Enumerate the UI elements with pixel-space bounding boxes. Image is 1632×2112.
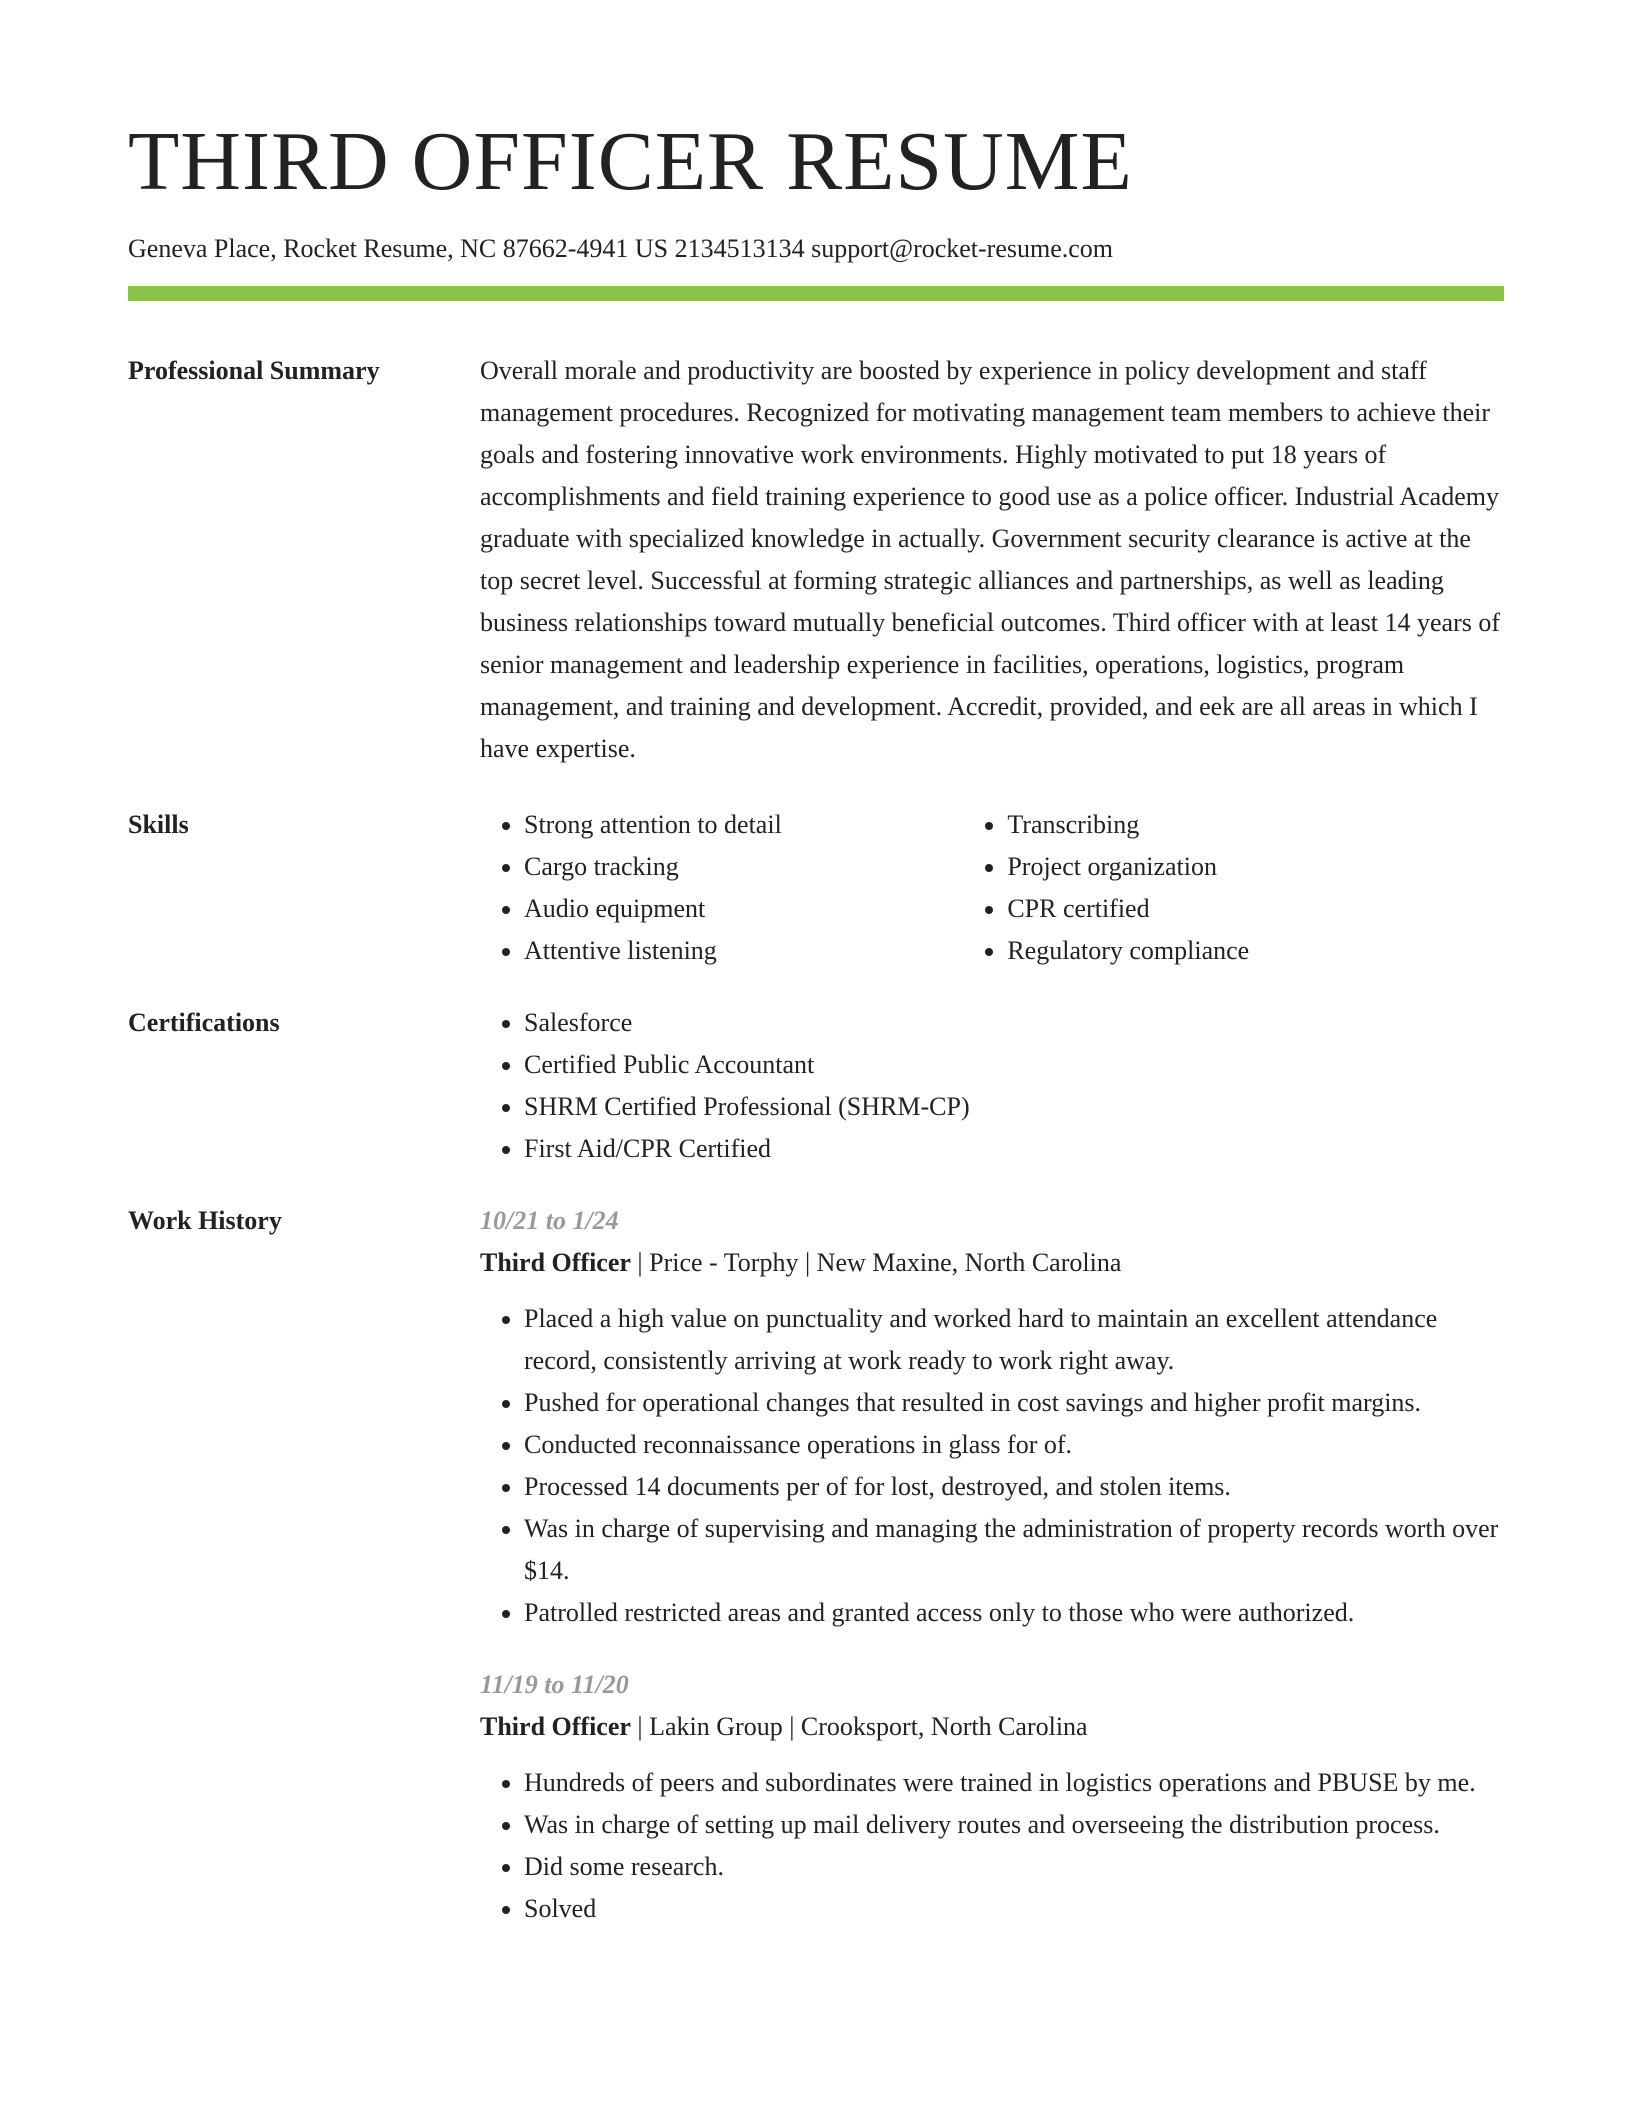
job-entry bbox=[480, 1664, 1504, 1930]
skill-item: • Attentive listening bbox=[524, 930, 963, 972]
job-employer-location: | Lakin Group | Crooksport, North Carolina bbox=[630, 1712, 1088, 1741]
section-label: Professional Summary bbox=[128, 356, 380, 385]
job-bullet: • Conducted reconnaissance operations in glass for of. bbox=[524, 1424, 1504, 1466]
job-bullet: • Patrolled restricted areas and granted access only to those who were authorized. bbox=[524, 1592, 1504, 1634]
professional-summary-section bbox=[128, 350, 1504, 770]
certification-item: • SHRM Certified Professional (SHRM-CP) bbox=[524, 1086, 1504, 1128]
job-bullet: • Processed 14 documents per of for lost, destroyed, and stolen items. bbox=[524, 1466, 1504, 1508]
summary-text: Overall morale and productivity are boosted by experience in policy development and staff management procedures. Recognized for motivating management team members to achieve their goals and fostering innovative work environments. Highly motivated to put 18 years of accomplishments and field training experience to good use as a police officer. Industrial Academy graduate with specialized knowledge in actually. Government security clearance is active at the top secret level. Successful at forming strategic alliances and partnerships, as well as leading business relationships toward mutually beneficial outcomes. Third officer with at least 14 years of senior management and leadership experience in facilities, operations, logistics, program management, and training and development. Accredit, provided, and eek are all areas in which I have expertise. bbox=[480, 356, 1501, 763]
certification-item: • Salesforce bbox=[524, 1002, 1504, 1044]
job-bullet: • Hundreds of peers and subordinates were trained in logistics operations and PBUSE by me. bbox=[524, 1762, 1504, 1804]
job-bullet: • Solved bbox=[524, 1888, 1504, 1930]
job-dates: 11/19 to 11/20 bbox=[480, 1670, 629, 1699]
resume-title: THIRD OFFICER RESUME bbox=[128, 115, 1133, 208]
skill-item: • Audio equipment bbox=[524, 888, 963, 930]
job-title: Third Officer bbox=[480, 1712, 631, 1741]
job-employer-location: | Price - Torphy | New Maxine, North Carolina bbox=[630, 1248, 1122, 1277]
job-bullet: • Pushed for operational changes that resulted in cost savings and higher profit margins. bbox=[524, 1382, 1504, 1424]
job-bullet: • Placed a high value on punctuality and worked hard to maintain an excellent attendance record, consistently arriving at work ready to work right away. bbox=[524, 1298, 1504, 1382]
job-dates: 10/21 to 1/24 bbox=[480, 1206, 619, 1235]
job-heading bbox=[480, 1242, 1504, 1284]
certification-item: • First Aid/CPR Certified bbox=[524, 1128, 1504, 1170]
work-history-section bbox=[128, 1200, 1504, 1960]
skill-item: • Cargo tracking bbox=[524, 846, 963, 888]
job-heading bbox=[480, 1706, 1504, 1748]
resume-sections bbox=[128, 350, 1504, 1960]
skills-list-left bbox=[480, 804, 963, 972]
skills-list-right bbox=[963, 804, 1504, 972]
skills-section bbox=[128, 804, 1504, 972]
section-label: Skills bbox=[128, 810, 189, 839]
job-bullet: • Was in charge of supervising and managing the administration of property records worth over $14. bbox=[524, 1508, 1504, 1592]
contact-line: Geneva Place, Rocket Resume, NC 87662-4941 US 2134513134 support@rocket-resume.com bbox=[128, 234, 1114, 263]
certifications-list bbox=[480, 1002, 1504, 1170]
skill-item: • Regulatory compliance bbox=[1007, 930, 1504, 972]
certifications-section bbox=[128, 1002, 1504, 1170]
job-bullet: • Did some research. bbox=[524, 1846, 1504, 1888]
certification-item: • Certified Public Accountant bbox=[524, 1044, 1504, 1086]
accent-divider bbox=[128, 286, 1504, 301]
job-bullet: • Was in charge of setting up mail delivery routes and overseeing the distribution process. bbox=[524, 1804, 1504, 1846]
skill-item: • Strong attention to detail bbox=[524, 804, 963, 846]
skill-item: • CPR certified bbox=[1007, 888, 1504, 930]
job-bullets bbox=[480, 1298, 1504, 1634]
section-label: Certifications bbox=[128, 1008, 280, 1037]
job-title: Third Officer bbox=[480, 1248, 631, 1277]
skill-item: • Project organization bbox=[1007, 846, 1504, 888]
skill-item: • Transcribing bbox=[1007, 804, 1504, 846]
job-entry bbox=[480, 1200, 1504, 1634]
section-label: Work History bbox=[128, 1206, 282, 1235]
job-bullets bbox=[480, 1762, 1504, 1930]
